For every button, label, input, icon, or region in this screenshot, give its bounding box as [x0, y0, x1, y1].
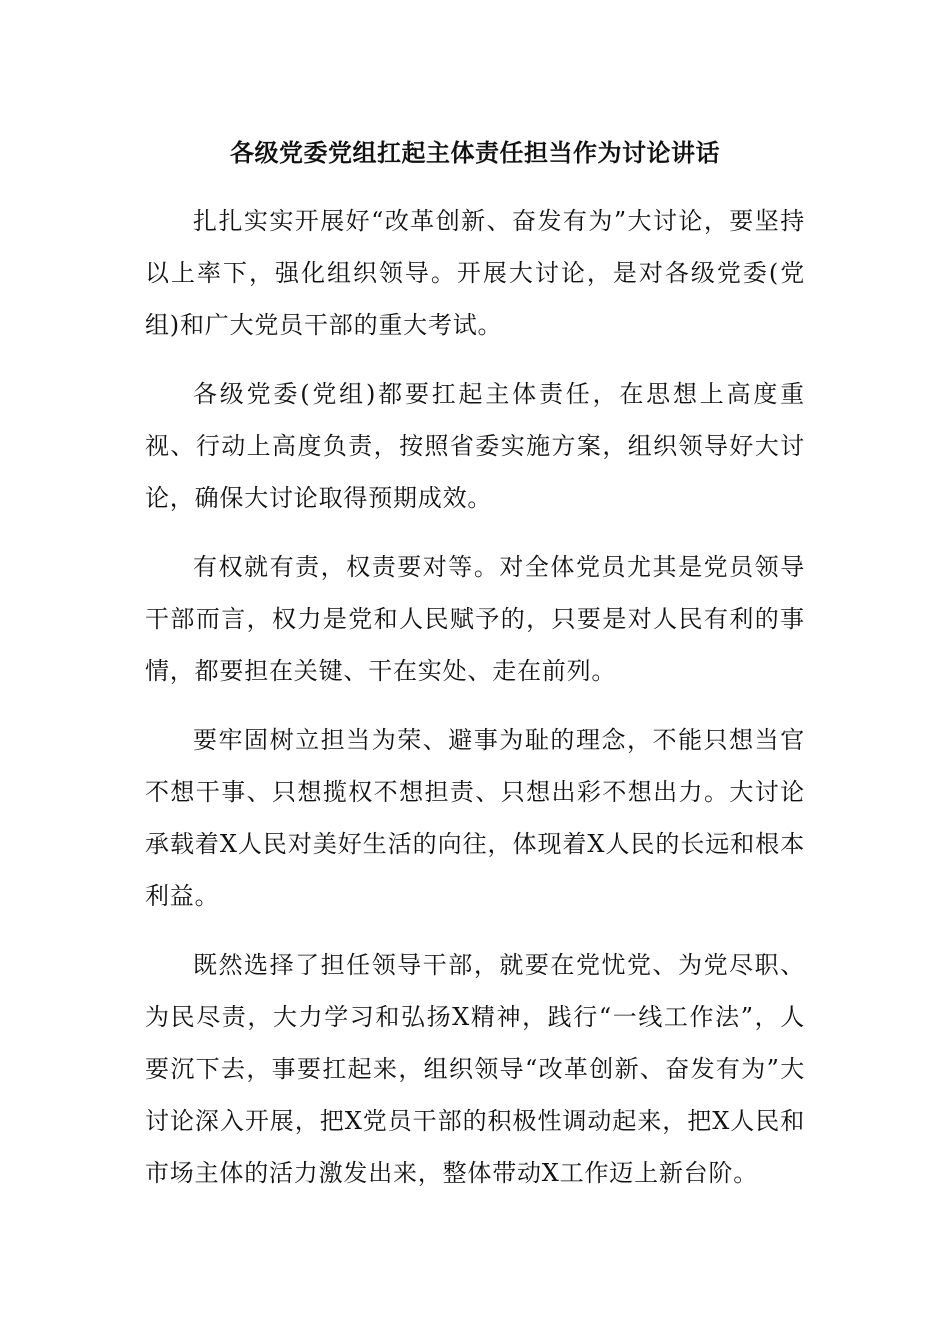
paragraph-2: 各级党委(党组)都要扛起主体责任，在思想上高度重视、行动上高度负责，按照省委实施方案，组织领导好大讨论，确保大讨论取得预期成效。: [145, 380, 805, 512]
paragraph-1: 扎扎实实开展好“改革创新、奋发有为”大讨论，要坚持以上率下，强化组织领导。开展大讨论，是对各级党委(党组)和广大党员干部的重大考试。: [145, 207, 805, 339]
paragraph-5: 既然选择了担任领导干部，就要在党忧党、为党尽职、为民尽责，大力学习和弘扬X精神，践行“一线工作法”，人要沉下去，事要扛起来，组织领导“改革创新、奋发有为”大讨论深入开展，把X党员干部的积极性调动起来，把X人民和市场主体的活力激发出来，整体带动X工作迈上新台阶。: [145, 951, 805, 1187]
paragraph-3: 有权就有责，权责要对等。对全体党员尤其是党员领导干部而言，权力是党和人民赋予的，只要是对人民有利的事情，都要担在关键、干在实处、走在前列。: [145, 553, 805, 685]
document-title: 各级党委党组扛起主体责任担当作为讨论讲话: [230, 138, 720, 167]
document-body: [145, 195, 805, 1216]
paragraph-4: 要牢固树立担当为荣、避事为耻的理念，不能只想当官不想干事、只想揽权不想担责、只想出彩不想出力。大讨论承载着X人民对美好生活的向往，体现着X人民的长远和根本利益。: [145, 726, 805, 910]
